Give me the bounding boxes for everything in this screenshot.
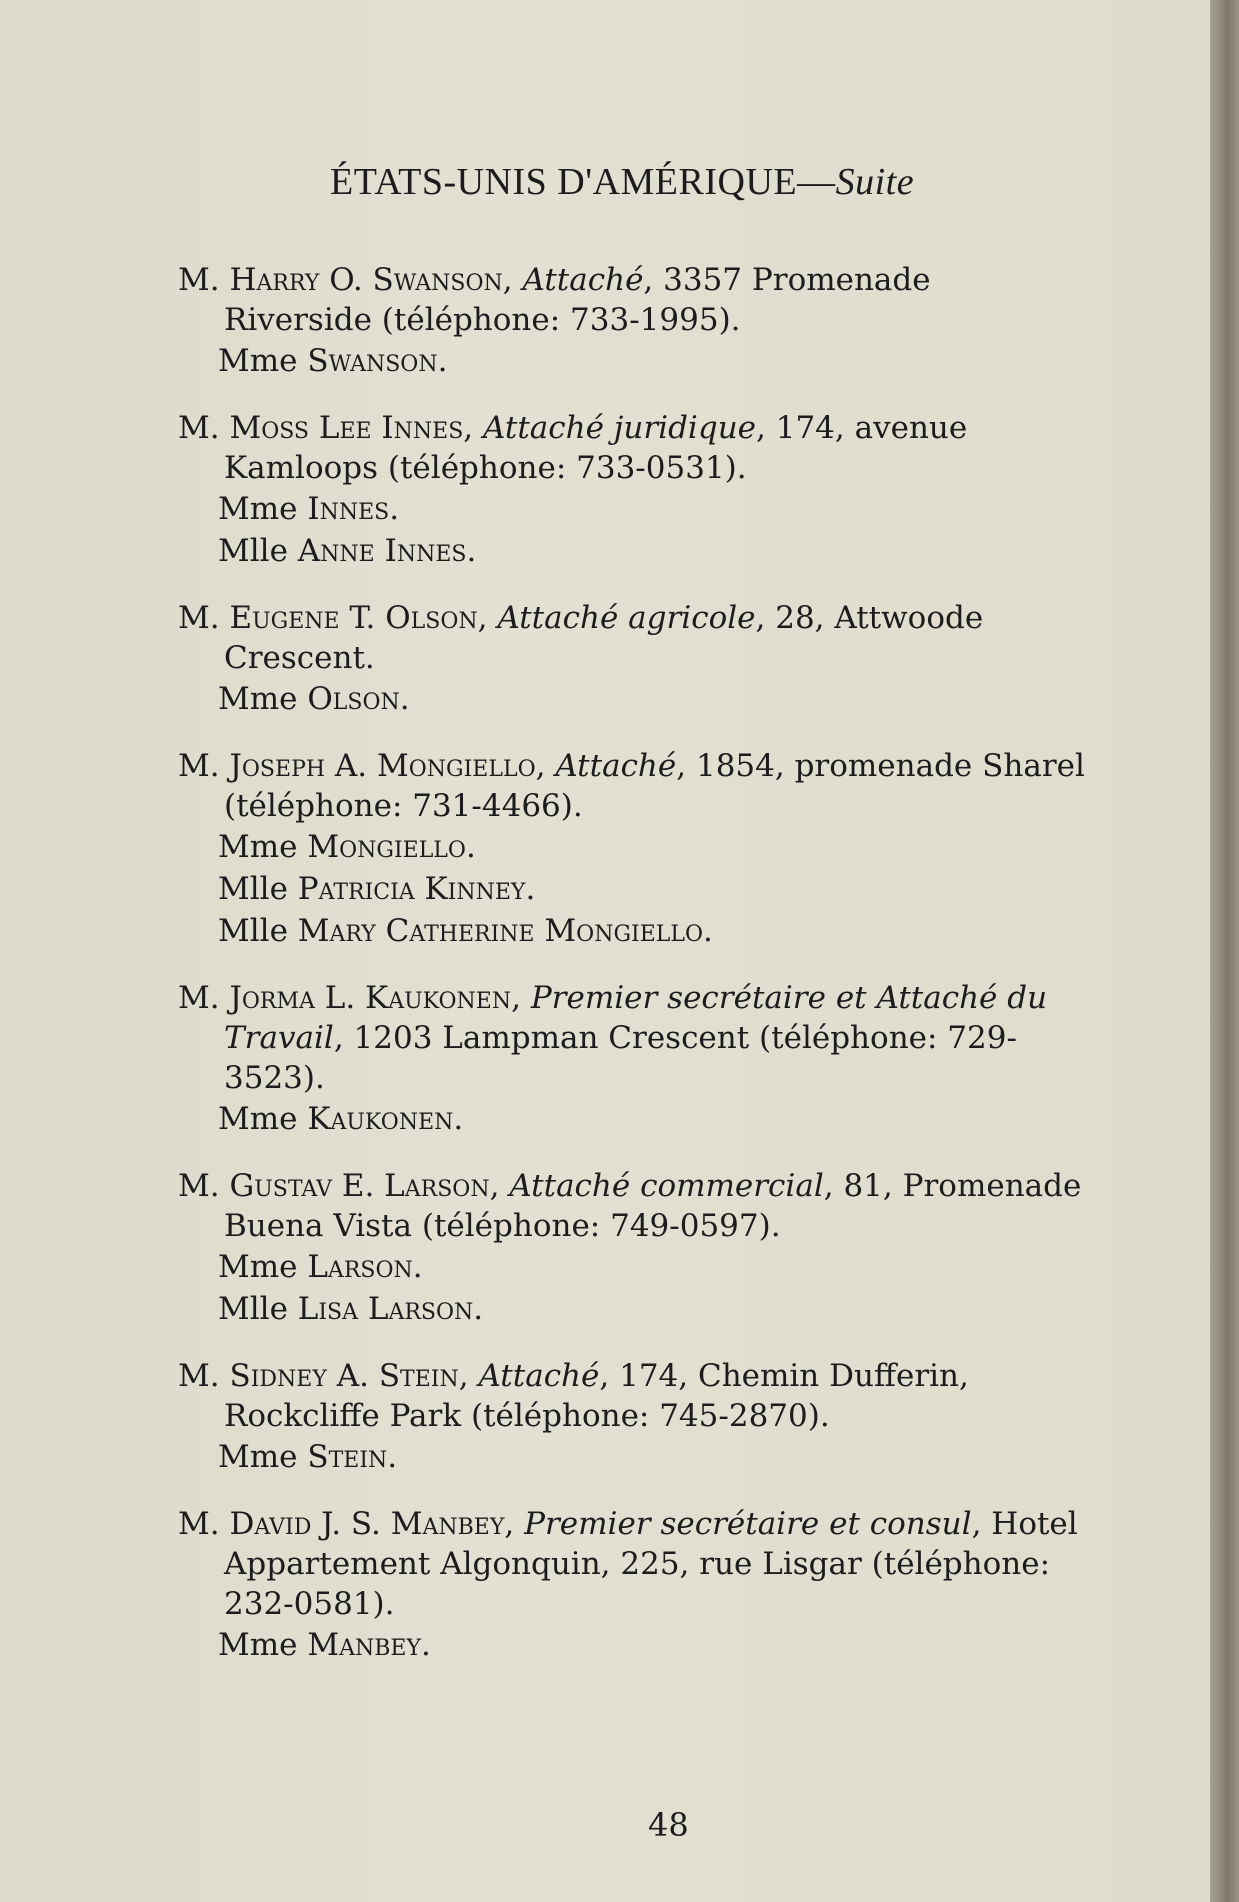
person-title: Attaché (555, 748, 677, 784)
person-address: 1854, promenade Sharel (téléphone: 731-4466). (224, 748, 1085, 824)
entry-main: M. Sidney A. Stein, Attaché, 174, Chemin Dufferin, Rockcliffe Park (téléphone: 745-2870). (178, 1358, 969, 1434)
relation-line: Mme Manbey. (218, 1627, 431, 1663)
page-number: 48 (648, 1806, 689, 1844)
person-name: Eugene T. Olson (229, 600, 478, 636)
entry-stein (178, 1356, 1088, 1478)
person-address: Hotel Appartement Algonquin, 225, rue Lisgar (téléphone: 232-0581). (224, 1506, 1078, 1622)
entry-larson (178, 1166, 1088, 1330)
person-title: Attaché (478, 1358, 600, 1394)
person-name: Sidney A. Stein (229, 1358, 459, 1394)
entry-olson (178, 598, 1088, 720)
person-address: 174, avenue Kamloops (téléphone: 733-0531). (224, 410, 968, 486)
entry-main: M. David J. S. Manbey, Premier secrétaire et consul, Hotel Appartement Algonquin, 225, rue Lisgar (téléphone: 232-0581). (178, 1506, 1078, 1622)
relation-line: Mlle Patricia Kinney. (218, 871, 536, 907)
person-name: Gustav E. Larson (229, 1168, 490, 1204)
person-name: Jorma L. Kaukonen (229, 980, 512, 1016)
person-title: Premier secrétaire et consul (524, 1506, 972, 1542)
relation-line: Mlle Anne Innes. (218, 533, 477, 569)
relation-line: Mme Mongiello. (218, 829, 476, 865)
person-address: 1203 Lampman Crescent (téléphone: 729-3523). (224, 1020, 1017, 1096)
heading-text: ÉTATS-UNIS D'AMÉRIQUE— (330, 161, 836, 203)
relation-line: Mlle Lisa Larson. (218, 1291, 484, 1327)
entry-main: M. Eugene T. Olson, Attaché agricole, 28, Attwoode Crescent. (178, 600, 984, 676)
relation-line: Mme Innes. (218, 491, 400, 527)
person-address: 174, Chemin Dufferin, Rockcliffe Park (téléphone: 745-2870). (224, 1358, 969, 1434)
relation-line: Mme Swanson. (218, 343, 448, 379)
person-name: Moss Lee Innes (229, 410, 464, 446)
person-title: Premier secrétaire et Attaché du Travail (224, 980, 1048, 1056)
relation-line: Mme Stein. (218, 1439, 398, 1475)
entry-main: M. Jorma L. Kaukonen, Premier secrétaire et Attaché du Travail, 1203 Lampman Crescent (téléphone: 729-3523). (178, 980, 1048, 1096)
person-title: Attaché commercial (509, 1168, 824, 1204)
entry-innes (178, 408, 1088, 572)
relation-line: Mme Larson. (218, 1249, 423, 1285)
entry-main: M. Joseph A. Mongiello, Attaché, 1854, promenade Sharel (téléphone: 731-4466). (178, 748, 1085, 824)
entry-swanson (178, 260, 1088, 382)
person-title: Attaché juridique (483, 410, 757, 446)
page-heading (330, 160, 970, 204)
heading-suite: Suite (835, 161, 915, 203)
person-name: Harry O. Swanson (229, 262, 503, 298)
page-edge (1210, 0, 1239, 1902)
person-title: Attaché agricole (497, 600, 756, 636)
entry-main: M. Gustav E. Larson, Attaché commercial, 81, Promenade Buena Vista (téléphone: 749-0597). (178, 1168, 1082, 1244)
entry-list (178, 260, 1088, 1692)
relation-line: Mme Kaukonen. (218, 1101, 464, 1137)
entry-manbey (178, 1504, 1088, 1666)
person-address: 28, Attwoode Crescent. (224, 600, 984, 676)
relation-line: Mlle Mary Catherine Mongiello. (218, 913, 713, 949)
person-title: Attaché (522, 262, 644, 298)
relation-line: Mme Olson. (218, 681, 410, 717)
person-name: Joseph A. Mongiello (229, 748, 536, 784)
entry-mongiello (178, 746, 1088, 952)
person-name: David J. S. Manbey (229, 1506, 505, 1542)
entry-main: M. Harry O. Swanson, Attaché, 3357 Promenade Riverside (téléphone: 733-1995). (178, 262, 931, 338)
person-address: 3357 Promenade Riverside (téléphone: 733-1995). (224, 262, 931, 338)
entry-kaukonen (178, 978, 1088, 1140)
entry-main: M. Moss Lee Innes, Attaché juridique, 174, avenue Kamloops (téléphone: 733-0531). (178, 410, 968, 486)
person-address: 81, Promenade Buena Vista (téléphone: 749-0597). (224, 1168, 1082, 1244)
